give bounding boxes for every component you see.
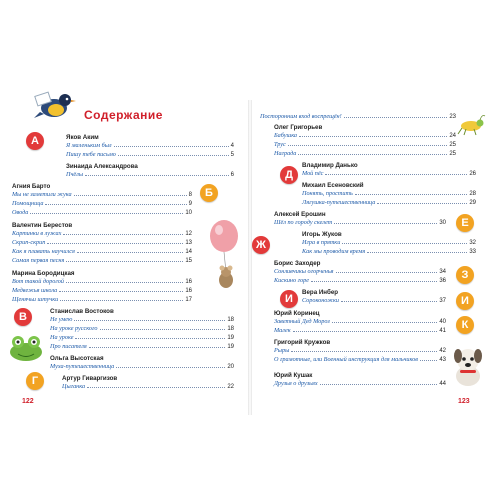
letter-badge: В (14, 308, 32, 326)
toc-entry[interactable]: О грамотные, или Военный инструкция для мальчиков 43 (274, 356, 446, 363)
author-name: Алексей Ерошин (274, 211, 326, 218)
toc-entry[interactable]: Кискино горе 36 (274, 277, 446, 284)
right-page (252, 100, 488, 415)
letter-badge: И (456, 292, 474, 310)
toc-entry[interactable]: Про писателя 19 (50, 343, 234, 350)
author-name: Артур Гиваргизов (62, 375, 118, 382)
toc-entry[interactable]: Муха-путешественница 20 (50, 363, 234, 370)
page-number-left: 122 (22, 398, 34, 405)
toc-entry[interactable]: Овода 10 (12, 209, 192, 216)
dog-illustration (448, 344, 488, 393)
letter-badge: Д (280, 166, 298, 184)
toc-entry[interactable]: Сороконожки 37 (302, 297, 446, 304)
letter-badge: И (280, 290, 298, 308)
toc-entry[interactable]: На уроке 19 (50, 334, 234, 341)
letter-badge: Б (200, 184, 218, 202)
toc-entry[interactable]: Цыганка 22 (62, 383, 234, 390)
toc-entry[interactable]: Мы не заметили жука 8 (12, 191, 192, 198)
author-name: Юрий Кушак (274, 372, 313, 379)
toc-entry[interactable]: Трус 25 (274, 141, 456, 148)
toc-entry[interactable]: Не умею 18 (50, 316, 234, 323)
author-name: Борис Заходер (274, 260, 321, 267)
toc-entry[interactable]: Пчёлы 6 (66, 171, 234, 178)
author-name: Яков Аким (66, 134, 99, 141)
toc-entry[interactable]: Рыры 42 (274, 347, 446, 354)
toc-entry[interactable]: Как мы проводим время 33 (302, 248, 476, 255)
toc-entry[interactable]: Картинки в лужах 12 (12, 230, 192, 237)
toc-entry[interactable]: Малек 41 (274, 327, 446, 334)
toc-entry[interactable]: Самая первая песня 15 (12, 257, 192, 264)
left-page (12, 100, 248, 415)
toc-entry[interactable]: Мой пёс 26 (302, 170, 476, 177)
toc-entry[interactable]: Понять, простить 28 (302, 190, 476, 197)
author-name: Валентин Берестов (12, 222, 73, 229)
author-name: Юрий Коринец (274, 310, 320, 317)
toc-entry[interactable]: Заветный Дед Мороз 40 (274, 318, 446, 325)
toc-entry[interactable]: Скрип-скрип 13 (12, 239, 192, 246)
toc-entry[interactable]: На уроке русского 18 (50, 325, 234, 332)
toc-entry[interactable]: Сонливчикы огорченья 34 (274, 268, 446, 275)
letter-badge: К (456, 316, 474, 334)
letter-badge: Г (26, 372, 44, 390)
author-name: Марина Бородицкая (12, 270, 75, 277)
author-name: Ольга Высотская (50, 355, 104, 362)
author-name: Олег Григорьев (274, 124, 323, 131)
letter-badge: Ж (252, 236, 270, 254)
letter-badge: З (456, 266, 474, 284)
bird-illustration (32, 88, 78, 127)
toc-entry[interactable]: Медвежья школа 16 (12, 287, 192, 294)
author-name: Вера Инбер (302, 289, 339, 296)
toc-entry[interactable]: Шёл по городу скелет 30 (274, 219, 446, 226)
author-name: Григорий Кружков (274, 339, 331, 346)
author-name: Владимир Данько (302, 162, 358, 169)
toc-entry[interactable]: Награда 25 (274, 150, 456, 157)
toc-entry[interactable]: Игра в прятки 32 (302, 239, 476, 246)
page-number-right: 123 (458, 398, 470, 405)
author-name: Игорь Жуков (302, 231, 342, 238)
page-title: Содержание (84, 108, 163, 122)
toc-entry[interactable]: Друзья о друзьях 44 (274, 380, 446, 387)
toc-entry[interactable]: Помощница 9 (12, 200, 192, 207)
toc-entry[interactable]: Я маленьким был 4 (66, 142, 234, 149)
toc-entry[interactable]: Лягушка-путешественница 29 (302, 199, 476, 206)
toc-entry[interactable]: Бабушка 24 (274, 132, 456, 139)
toc-entry[interactable]: Пишу тебе письмо 5 (66, 151, 234, 158)
author-name: Агния Барто (12, 183, 51, 190)
author-name: Станислав Востоков (50, 308, 114, 315)
grasshopper-illustration (456, 114, 486, 141)
toc-entry[interactable]: Вот такой дорогой 16 (12, 278, 192, 285)
letter-badge: А (26, 132, 44, 150)
author-name: Зинаида Александрова (66, 163, 138, 170)
frog-illustration (6, 332, 46, 367)
letter-badge: Е (456, 214, 474, 232)
toc-entry[interactable]: Посторонним вход воспрещён! 23 (260, 113, 456, 120)
toc-entry[interactable]: Щенячьи штучки 17 (12, 296, 192, 303)
balloon-mouse-illustration (204, 220, 244, 297)
toc-entry[interactable]: Как я плавать научился 14 (12, 248, 192, 255)
author-name: Михаил Есеновский (302, 182, 364, 189)
